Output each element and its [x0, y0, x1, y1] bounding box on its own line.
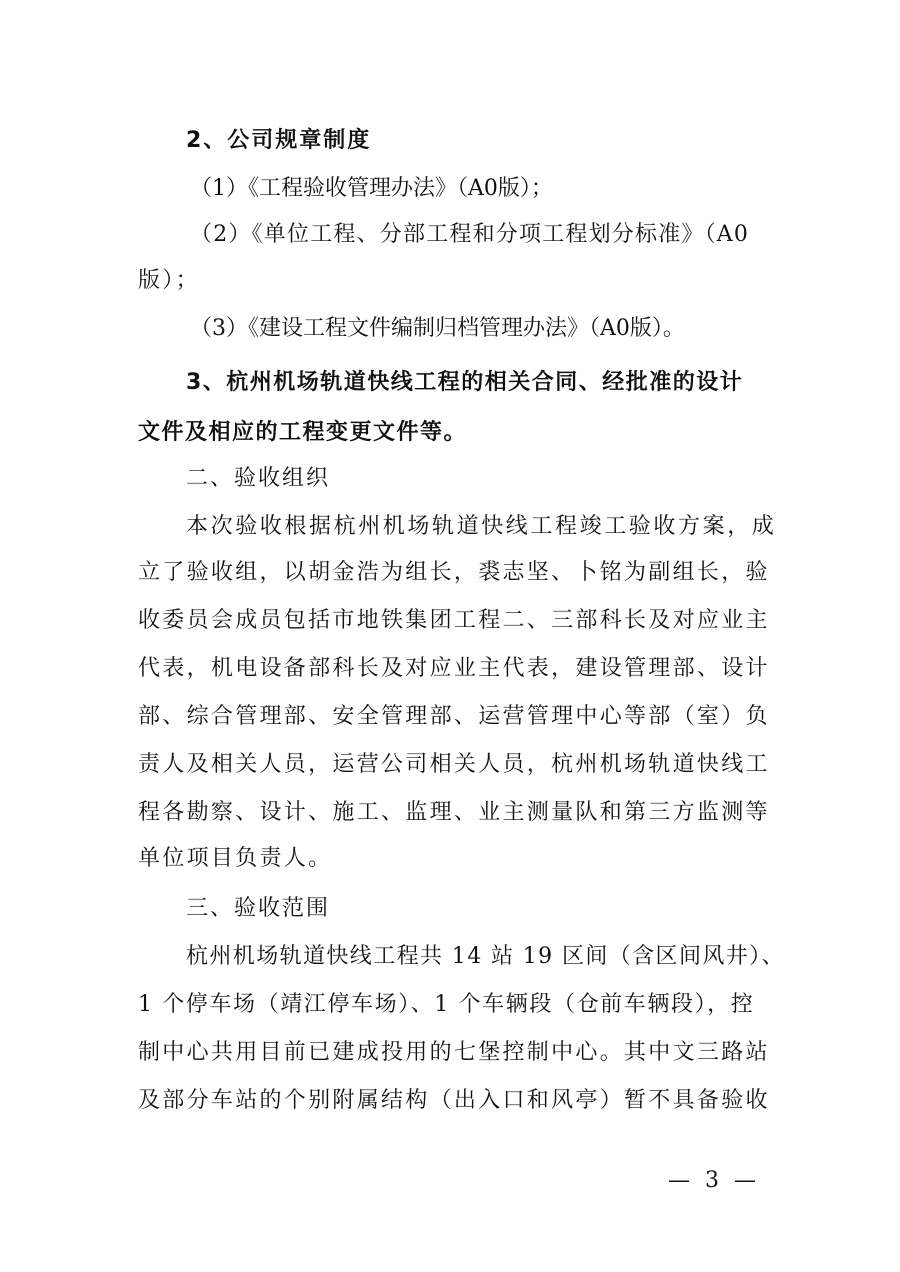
part-3-heading: 三、验收范围	[186, 896, 331, 921]
part-3-paragraph-line: 1 个停车场（靖江停车场）、1 个车辆段（仓前车辆段），控	[138, 992, 755, 1017]
part-2-heading: 二、验收组织	[186, 466, 331, 491]
part-2-paragraph-line: 立了验收组，以胡金浩为组长，裘志坚、卜铭为副组长，验	[138, 560, 770, 585]
part-2-paragraph-line: 责人及相关人员，运营公司相关人员，杭州机场轨道快线工	[138, 752, 770, 777]
page-number: — 3 —	[668, 1168, 760, 1193]
part-2-paragraph-line: 代表，机电设备部科长及对应业主代表，建设管理部、设计	[138, 656, 770, 681]
part-2-paragraph-line: 本次验收根据杭州机场轨道快线工程竣工验收方案，成	[186, 514, 777, 539]
part-3-paragraph-line: 制中心共用目前已建成投用的七堡控制中心。其中文三路站	[138, 1040, 770, 1065]
regulation-item-2-cont: 版）；	[138, 268, 200, 293]
part-2-paragraph-line: 程各勘察、设计、施工、监理、业主测量队和第三方监测等	[138, 800, 770, 825]
part-3-paragraph-line: 杭州机场轨道快线工程共 14 站 19 区间（含区间风井）、	[186, 944, 785, 969]
part-2-paragraph-line: 单位项目负责人。	[138, 846, 333, 871]
section-3-line-2: 文件及相应的工程变更文件等。	[138, 420, 468, 445]
regulation-item-3: （3）《建设工程文件编制归档管理办法》（A0版）。	[190, 316, 685, 341]
part-2-paragraph-line: 部、综合管理部、安全管理部、运营管理中心等部（室）负	[138, 704, 770, 729]
part-2-paragraph-line: 收委员会成员包括市地铁集团工程二、三部科长及对应业主	[138, 608, 770, 633]
section-3-line-1: 3、杭州机场轨道快线工程的相关合同、经批准的设计	[186, 370, 744, 395]
part-3-paragraph-line: 及部分车站的个别附属结构（出入口和风亭）暂不具备验收	[138, 1088, 770, 1113]
regulation-item-1: （1）《工程验收管理办法》（A0版）；	[190, 176, 553, 201]
regulation-item-2: （2）《单位工程、分部工程和分项工程划分标准》（A0	[190, 222, 750, 247]
section-2-heading: 2、公司规章制度	[186, 128, 372, 153]
